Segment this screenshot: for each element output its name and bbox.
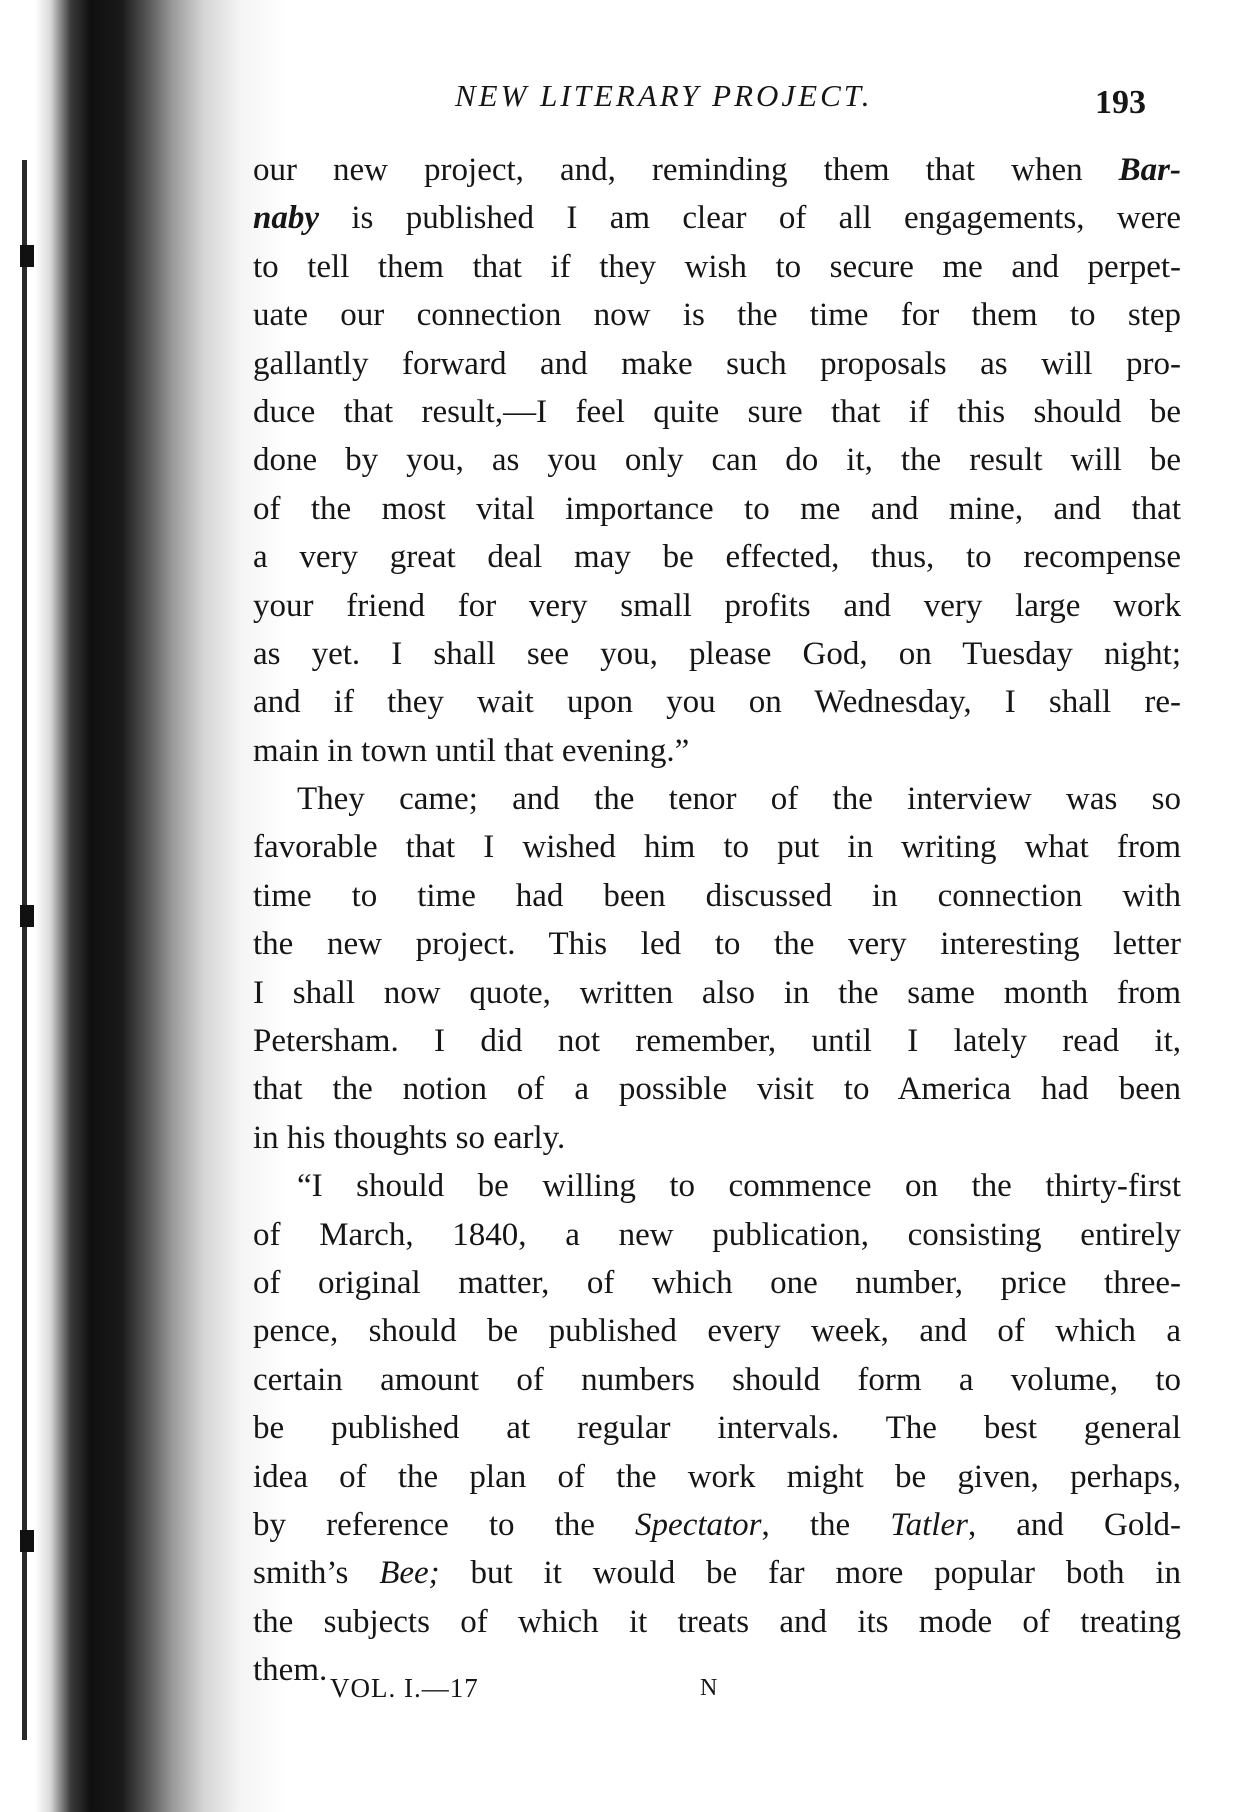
italic-title: Bee; <box>379 1555 440 1592</box>
text-line: the subjects of which it treats and its mode of treating <box>253 1603 1181 1640</box>
text-line: to tell them that if they wish to secure me and perpet- <box>253 248 1181 285</box>
italic-title: Bar- <box>1118 152 1181 188</box>
text-line: of the most vital importance to me and mine, and that <box>253 490 1181 527</box>
italic-title: Spectator <box>635 1506 762 1543</box>
paragraph <box>253 1162 1181 1694</box>
running-title: NEW LITERARY PROJECT. <box>455 78 873 113</box>
text-line: time to time had been discussed in connection with <box>253 877 1181 914</box>
text-line: a very great deal may be effected, thus, to recompense <box>253 539 1181 576</box>
binding-gutter-shadow <box>0 0 290 1812</box>
gutter-gradient <box>35 0 290 1812</box>
signature-mark: N <box>700 1675 718 1701</box>
italic-title: Tatler <box>890 1506 968 1543</box>
text-line: They came; and the tenor of the interview was so <box>297 781 1181 818</box>
paragraph <box>253 146 1181 775</box>
text-line: favorable that I wished him to put in writing what from <box>253 829 1181 866</box>
text-line: gallantly forward and make such proposals as will pro- <box>253 345 1181 382</box>
text-line: Petersham. I did not remember, until I lately read it, <box>253 1023 1181 1060</box>
text-line: by reference to the Spectator, the Tatler, and Gold- <box>253 1506 1181 1543</box>
volume-signature: VOL. I.—17 <box>330 1673 479 1703</box>
text-line: in his thoughts so early. <box>253 1119 566 1156</box>
text-line: your friend for very small profits and very large work <box>253 587 1181 624</box>
text-line: I shall now quote, written also in the same month from <box>253 974 1181 1011</box>
page-edge-line <box>22 160 27 1740</box>
text-line: certain amount of numbers should form a volume, to <box>253 1361 1181 1398</box>
italic-title: naby <box>253 200 319 237</box>
page-number: 193 <box>1095 84 1146 121</box>
gutter-mark <box>20 905 34 927</box>
text-line: idea of the plan of the work might be given, perhaps, <box>253 1458 1181 1495</box>
paragraph <box>253 775 1181 1162</box>
text-line: uate our connection now is the time for them to step <box>253 297 1181 334</box>
gutter-mark <box>20 245 34 267</box>
text-line: duce that result,—I feel quite sure that if this should be <box>253 393 1181 430</box>
text-line: naby is published I am clear of all engagements, were <box>253 200 1181 237</box>
text-line: be published at regular intervals. The best general <box>253 1410 1181 1447</box>
text-line: them. <box>253 1652 328 1689</box>
text-line: our new project, and, reminding them that when Bar- <box>253 152 1181 188</box>
text-line: and if they wait upon you on Wednesday, I shall re- <box>253 684 1181 721</box>
text-line: main in town until that evening.” <box>253 732 690 769</box>
text-line: “I should be willing to commence on the thirty-first <box>297 1168 1181 1205</box>
text-line: the new project. This led to the very interesting letter <box>253 926 1181 963</box>
text-line: that the notion of a possible visit to America had been <box>253 1071 1181 1108</box>
text-line: smith’s Bee; but it would be far more popular both in <box>253 1555 1182 1592</box>
text-line: done by you, as you only can do it, the result will be <box>253 442 1181 479</box>
gutter-mark <box>20 1530 34 1552</box>
text-line: of March, 1840, a new publication, consisting entirely <box>253 1216 1181 1253</box>
text-line: as yet. I shall see you, please God, on Tuesday night; <box>253 635 1181 672</box>
text-line: pence, should be published every week, and of which a <box>253 1313 1181 1350</box>
text-line: of original matter, of which one number, price three- <box>253 1264 1181 1301</box>
body-text <box>253 146 1181 1695</box>
